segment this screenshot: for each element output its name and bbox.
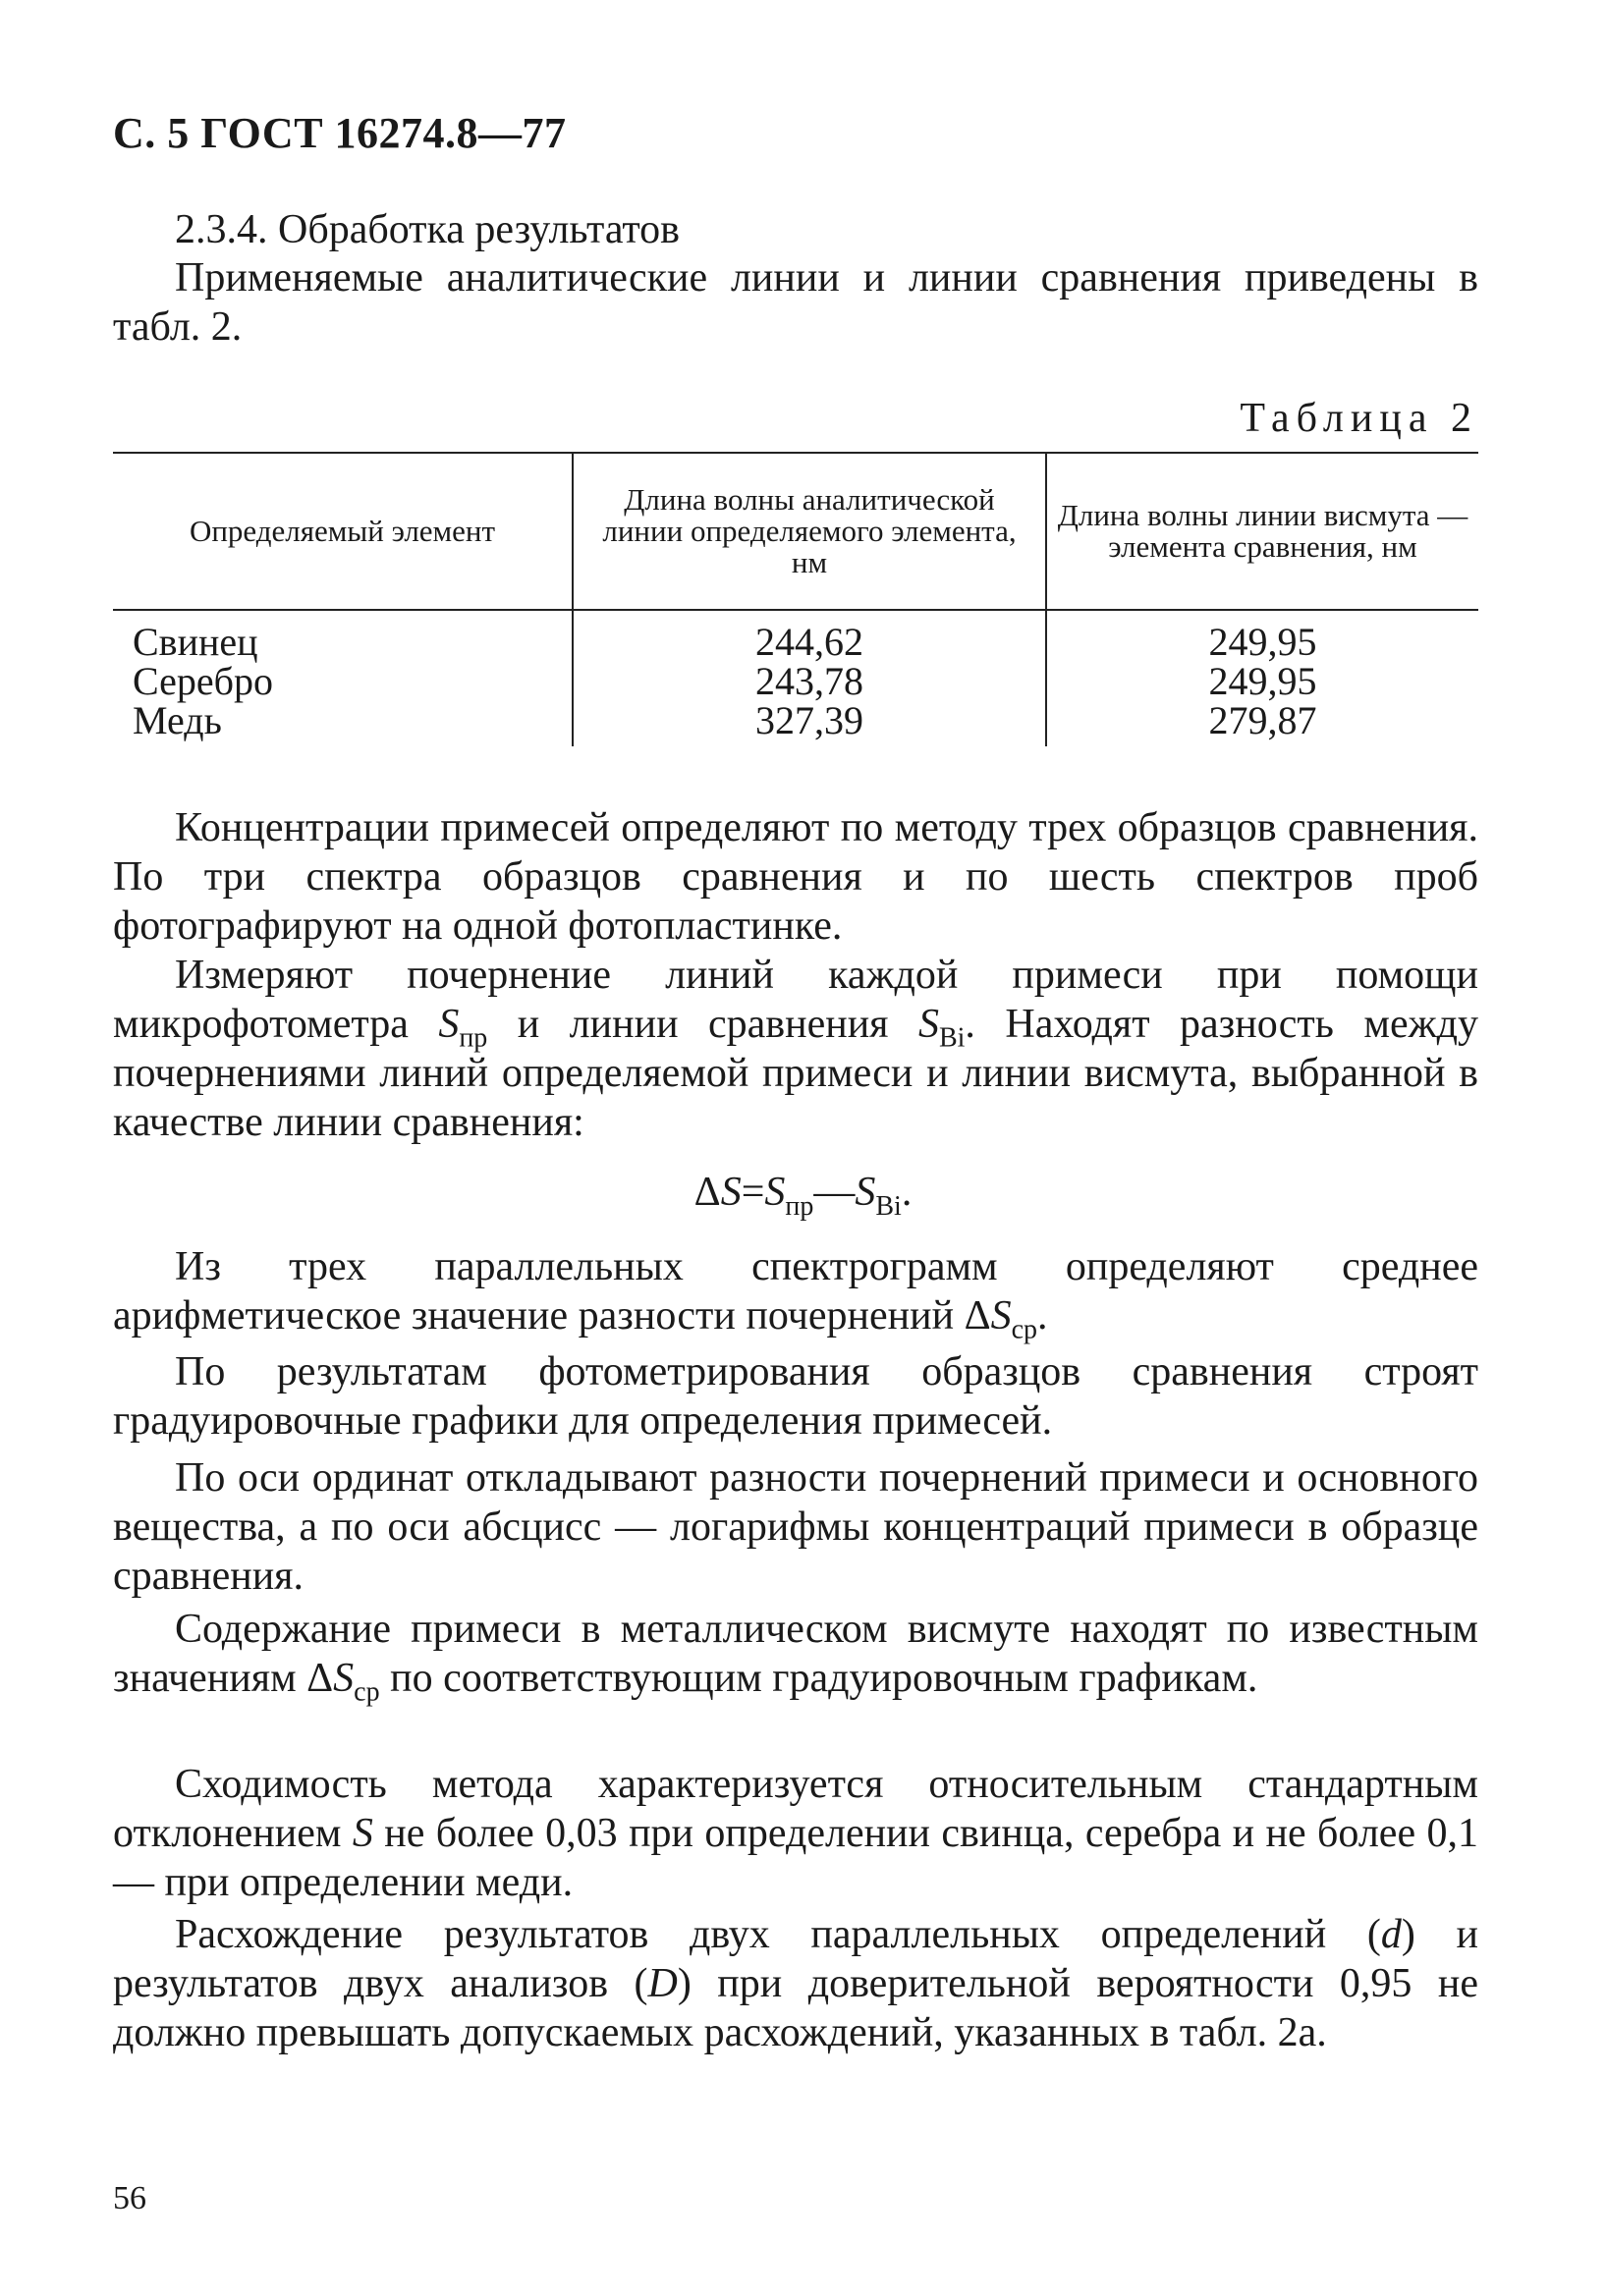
- formula-end: .: [901, 1170, 913, 1215]
- text-run: по соответствующим градуировочным графикам.: [379, 1656, 1258, 1701]
- text-run: и линии сравнения: [487, 1002, 918, 1047]
- subscript-pr: пр: [459, 1022, 488, 1054]
- text-run: Измеряют почернение линий каждой примеси при помощи микрофотометра: [113, 953, 1478, 1047]
- paragraph-measurement: [113, 951, 1478, 1147]
- symbol-delta: Δ: [964, 1293, 991, 1339]
- subscript-bi: Bi: [875, 1191, 902, 1222]
- symbol-d: d: [1380, 1912, 1402, 1957]
- reference-cell: 279,87: [1208, 698, 1317, 742]
- analytical-cell: 327,39: [755, 698, 863, 742]
- element-column: [113, 610, 573, 746]
- symbol-d-upper: D: [647, 1961, 678, 2006]
- paragraph-mean: [113, 1242, 1478, 1345]
- running-head: С. 5 ГОСТ 16274.8—77: [113, 109, 567, 157]
- formula-minus: —: [813, 1170, 856, 1215]
- section-title: 2.3.4. Обработка результатов: [175, 207, 681, 252]
- element-cell: Медь: [133, 698, 222, 742]
- symbol-s: S: [352, 1811, 373, 1856]
- analytical-cell: 244,62: [755, 620, 863, 664]
- analytical-cell: 243,78: [755, 659, 863, 703]
- symbol-s: S: [438, 1002, 460, 1047]
- subscript-sr: ср: [1011, 1314, 1038, 1345]
- text-run: Из трех параллельных спектрограмм определяют среднее арифметическое значение разности почернений: [113, 1244, 1478, 1339]
- table-header-row: [113, 453, 1478, 610]
- header-reference-wavelength: Длина волны линии висмута — элемента сравнения, нм: [1046, 453, 1478, 610]
- paragraph-discrepancy: [113, 1910, 1478, 2057]
- reference-column: [1046, 610, 1478, 746]
- symbol-s: S: [990, 1293, 1012, 1339]
- paragraph-axes: По оси ординат откладывают разности почернений примеси и основного вещества, а по оси абсцисс — логарифмы концентраций примеси в образце сравнения.: [113, 1455, 1478, 1599]
- text-run: не более 0,03 при определении свинца, серебра и не более 0,1 — при определении меди.: [113, 1811, 1478, 1905]
- reference-cell: 249,95: [1208, 659, 1317, 703]
- subscript-pr: пр: [785, 1191, 814, 1222]
- formula-equals: =: [741, 1170, 765, 1215]
- text-run: .: [1037, 1293, 1048, 1339]
- symbol-s: S: [764, 1170, 786, 1215]
- analytical-column: [573, 610, 1046, 746]
- text-run: Содержание примеси в металлическом висмуте находят по известным значениям: [113, 1607, 1478, 1701]
- element-cell: Серебро: [133, 659, 274, 703]
- element-cell: Свинец: [133, 620, 258, 664]
- formula: [0, 1169, 1606, 1222]
- text-run: ) при доверительной вероятности 0,95 не должно превышать допускаемых расхождений, указанных в табл. 2а.: [113, 1961, 1478, 2055]
- reference-cell: 249,95: [1208, 620, 1317, 664]
- symbol-s: S: [855, 1170, 876, 1215]
- paragraph-convergence: [113, 1760, 1478, 1907]
- table-caption: Таблица 2: [1240, 396, 1478, 441]
- subscript-sr: ср: [354, 1676, 380, 1708]
- header-analytical-wavelength: Длина волны аналитической линии определяемого элемента, нм: [573, 453, 1046, 610]
- paragraph-content: [113, 1605, 1478, 1708]
- header-element: Определяемый элемент: [113, 453, 573, 610]
- symbol-delta: Δ: [306, 1656, 334, 1701]
- symbol-s: S: [720, 1170, 742, 1215]
- text-run: . Находят разность между почернениями линий определяемой примеси и линии висмута, выбранной в качестве линии сравнения:: [113, 1002, 1478, 1145]
- page-number: 56: [113, 2180, 146, 2216]
- subscript-bi: Bi: [938, 1022, 966, 1054]
- symbol-delta: Δ: [693, 1170, 721, 1215]
- paragraph-calibration: По результатам фотометрирования образцов сравнения строят градуировочные графики для определения примесей.: [113, 1349, 1478, 1444]
- data-table: [113, 452, 1478, 746]
- text-run: Расхождение результатов двух параллельных определений (: [175, 1912, 1381, 1957]
- intro-paragraph: Применяемые аналитические линии и линии сравнения приведены в табл. 2.: [113, 255, 1478, 350]
- paragraph-concentrations: Концентрации примесей определяют по методу трех образцов сравнения. По три спектра образцов сравнения и по шесть спектров проб фотографируют на одной фотопластинке.: [113, 805, 1478, 949]
- table-body-row: [113, 610, 1478, 746]
- symbol-s: S: [917, 1002, 939, 1047]
- symbol-s: S: [333, 1656, 355, 1701]
- text-run: ) и результатов двух анализов (: [113, 1912, 1478, 2006]
- text-run: Сходимость метода характеризуется относительным стандартным отклонением: [113, 1762, 1478, 1856]
